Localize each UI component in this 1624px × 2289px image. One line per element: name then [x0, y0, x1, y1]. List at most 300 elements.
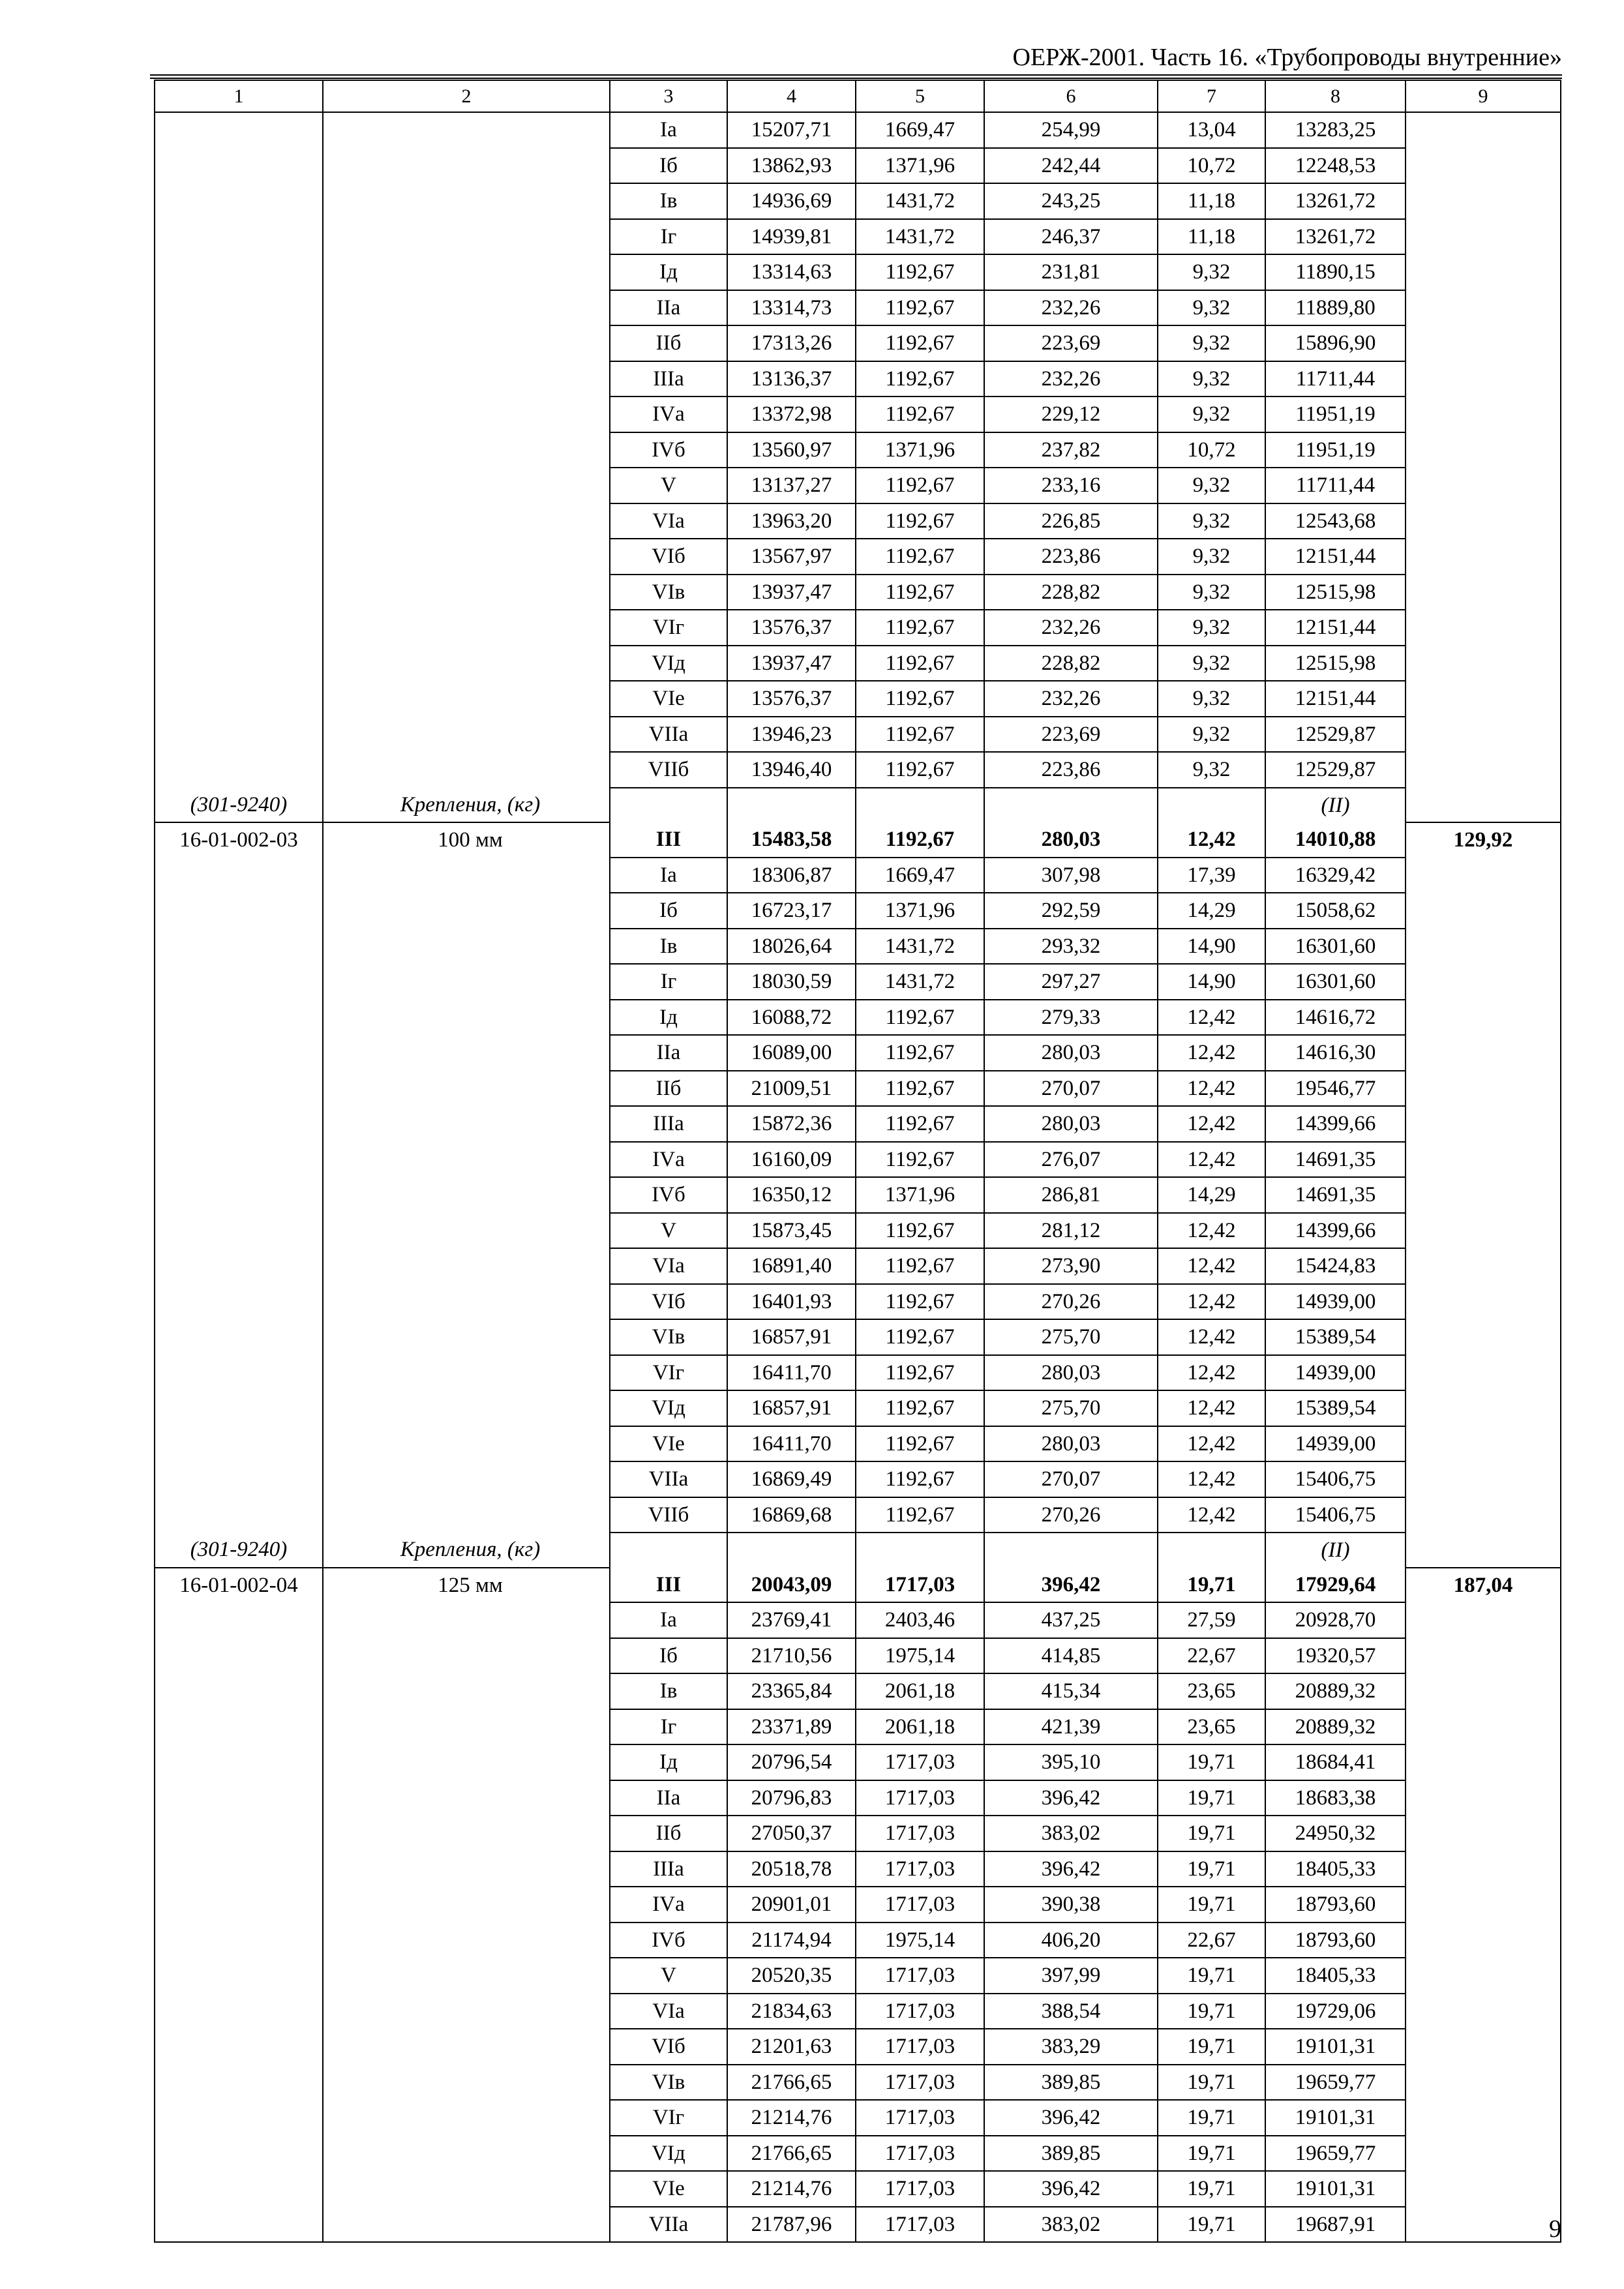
- row-value: 19,71: [1158, 2065, 1265, 2101]
- empty-cell: [323, 1355, 610, 1391]
- row-value: IVб: [610, 1922, 727, 1958]
- row-value: 280,03: [984, 1355, 1158, 1391]
- row-value: Iб: [610, 1638, 727, 1674]
- row-value: Iв: [610, 183, 727, 219]
- table-row: [155, 2207, 1561, 2243]
- row-value: 16723,17: [727, 893, 856, 929]
- row-value: 223,69: [984, 325, 1158, 361]
- table-row: [155, 1319, 1561, 1355]
- row-value: 10,72: [1158, 148, 1265, 184]
- row-value: 15406,75: [1265, 1461, 1406, 1497]
- row-value: 18306,87: [727, 858, 856, 893]
- row-value: 12,42: [1158, 1355, 1265, 1391]
- table-row: [155, 1390, 1561, 1426]
- empty-cell: [155, 858, 323, 893]
- row-value: 1192,67: [856, 1035, 984, 1071]
- table-row: [155, 929, 1561, 965]
- row-value: 9,32: [1158, 396, 1265, 432]
- main-value: 19,71: [1158, 1568, 1265, 1603]
- row-value: Iа: [610, 1602, 727, 1638]
- row-value: Iг: [610, 1709, 727, 1745]
- empty-cell: [323, 325, 610, 361]
- empty-cell: [155, 1602, 323, 1638]
- row-value: V: [610, 468, 727, 503]
- empty-cell: [1406, 1994, 1561, 2029]
- row-value: 13560,97: [727, 432, 856, 468]
- main-value: 15483,58: [727, 822, 856, 858]
- empty-cell: [1406, 1851, 1561, 1887]
- row-value: 9,32: [1158, 468, 1265, 503]
- empty-cell: [323, 1922, 610, 1958]
- row-value: 19546,77: [1265, 1071, 1406, 1107]
- row-value: 270,26: [984, 1284, 1158, 1320]
- row-value: 13314,73: [727, 290, 856, 326]
- row-value: 15873,45: [727, 1213, 856, 1249]
- empty-cell: [155, 964, 323, 1000]
- empty-cell: [1406, 1887, 1561, 1922]
- column-number: 6: [984, 80, 1158, 112]
- row-value: 243,25: [984, 183, 1158, 219]
- empty-cell: [1406, 1709, 1561, 1745]
- main-value: 280,03: [984, 822, 1158, 858]
- empty-cell: [323, 1177, 610, 1213]
- main-value: 20043,09: [727, 1568, 856, 1603]
- row-value: 12248,53: [1265, 148, 1406, 184]
- row-value: 15389,54: [1265, 1319, 1406, 1355]
- empty-cell: [323, 539, 610, 575]
- row-value: 270,26: [984, 1497, 1158, 1533]
- row-value: VIIб: [610, 752, 727, 788]
- row-value: 21710,56: [727, 1638, 856, 1674]
- column-number: 8: [1265, 80, 1406, 112]
- row-value: 276,07: [984, 1142, 1158, 1178]
- row-value: 24950,32: [1265, 1816, 1406, 1851]
- row-value: 18684,41: [1265, 1744, 1406, 1780]
- rate-code: 16-01-002-03: [155, 822, 323, 858]
- column-number-row: [155, 80, 1561, 112]
- empty-cell: [323, 717, 610, 753]
- empty-cell: [1406, 1106, 1561, 1142]
- row-value: 12,42: [1158, 1284, 1265, 1320]
- row-value: 13862,93: [727, 148, 856, 184]
- row-value: 396,42: [984, 1780, 1158, 1816]
- empty-cell: [1406, 964, 1561, 1000]
- empty-cell: [1406, 1390, 1561, 1426]
- row-value: VIе: [610, 2171, 727, 2207]
- row-value: 406,20: [984, 1922, 1158, 1958]
- row-value: 12515,98: [1265, 646, 1406, 681]
- row-value: 1431,72: [856, 183, 984, 219]
- row-value: 1669,47: [856, 112, 984, 148]
- row-value: 16857,91: [727, 1319, 856, 1355]
- table-row: [155, 1887, 1561, 1922]
- empty-cell: [1406, 2029, 1561, 2065]
- row-value: 19687,91: [1265, 2207, 1406, 2243]
- row-value: 14399,66: [1265, 1106, 1406, 1142]
- row-value: Iд: [610, 1000, 727, 1036]
- table-row: [155, 1922, 1561, 1958]
- row-value: 395,10: [984, 1744, 1158, 1780]
- table-row: [155, 1780, 1561, 1816]
- empty-cell: [1406, 148, 1561, 184]
- table-row: [155, 2100, 1561, 2136]
- empty-cell: [155, 2065, 323, 2101]
- empty-cell: [1406, 2065, 1561, 2101]
- row-value: 1192,67: [856, 1461, 984, 1497]
- row-value: Iд: [610, 1744, 727, 1780]
- column-number: 1: [155, 80, 323, 112]
- row-value: 1192,67: [856, 1248, 984, 1284]
- empty-cell: [1406, 717, 1561, 753]
- row-value: 16088,72: [727, 1000, 856, 1036]
- empty-cell: [155, 1284, 323, 1320]
- row-value: 1371,96: [856, 148, 984, 184]
- empty-cell: [155, 2100, 323, 2136]
- row-value: 1975,14: [856, 1922, 984, 1958]
- table-row: [155, 1638, 1561, 1674]
- row-value: 1192,67: [856, 1497, 984, 1533]
- empty-cell: [323, 1958, 610, 1994]
- row-value: 421,39: [984, 1709, 1158, 1745]
- empty-cell: [727, 788, 856, 823]
- row-value: 9,32: [1158, 361, 1265, 397]
- empty-cell: [155, 1426, 323, 1462]
- empty-cell: [323, 1638, 610, 1674]
- row-value: 9,32: [1158, 575, 1265, 610]
- row-value: VIд: [610, 646, 727, 681]
- row-value: 9,32: [1158, 646, 1265, 681]
- row-value: 15896,90: [1265, 325, 1406, 361]
- empty-cell: [155, 1744, 323, 1780]
- table-row: [155, 893, 1561, 929]
- table-row: [155, 1744, 1561, 1780]
- empty-cell: [323, 396, 610, 432]
- row-value: 15406,75: [1265, 1497, 1406, 1533]
- row-value: 15058,62: [1265, 893, 1406, 929]
- row-value: 20928,70: [1265, 1602, 1406, 1638]
- empty-cell: [323, 183, 610, 219]
- row-value: 11951,19: [1265, 396, 1406, 432]
- table-row: [155, 2171, 1561, 2207]
- empty-cell: [1406, 2207, 1561, 2243]
- row-value: 13963,20: [727, 503, 856, 539]
- row-value: 1192,67: [856, 468, 984, 503]
- row-value: 1717,03: [856, 2029, 984, 2065]
- row-value: 14939,81: [727, 219, 856, 255]
- empty-cell: [1406, 468, 1561, 503]
- row-value: 232,26: [984, 361, 1158, 397]
- row-value: 13,04: [1158, 112, 1265, 148]
- empty-cell: [155, 575, 323, 610]
- main-value: III: [610, 1568, 727, 1603]
- table-row: [155, 1035, 1561, 1071]
- empty-cell: [323, 1673, 610, 1709]
- row-value: 12543,68: [1265, 503, 1406, 539]
- row-value: IIа: [610, 1035, 727, 1071]
- table-row: [155, 1851, 1561, 1887]
- row-value: 14,90: [1158, 929, 1265, 965]
- row-value: 1192,67: [856, 575, 984, 610]
- row-value: VIа: [610, 1248, 727, 1284]
- row-value: 13372,98: [727, 396, 856, 432]
- row-value: 13576,37: [727, 610, 856, 646]
- table-row-footer: [155, 1533, 1561, 1568]
- row-value: 14399,66: [1265, 1213, 1406, 1249]
- empty-cell: [1406, 539, 1561, 575]
- empty-cell: [1406, 1319, 1561, 1355]
- row-value: 279,33: [984, 1000, 1158, 1036]
- row-value: 19320,57: [1265, 1638, 1406, 1674]
- row-value: VIв: [610, 2065, 727, 2101]
- row-value: 22,67: [1158, 1922, 1265, 1958]
- row-value: VIе: [610, 1426, 727, 1462]
- empty-cell: [155, 219, 323, 255]
- row-value: 1192,67: [856, 1284, 984, 1320]
- row-value: 18026,64: [727, 929, 856, 965]
- row-value: 15424,83: [1265, 1248, 1406, 1284]
- empty-cell: [1406, 2171, 1561, 2207]
- footer-code: (301-9240): [155, 1533, 323, 1568]
- row-value: 396,42: [984, 2100, 1158, 2136]
- footer-note: (II): [1265, 788, 1406, 823]
- row-value: VIе: [610, 681, 727, 717]
- empty-cell: [1406, 396, 1561, 432]
- row-value: 13261,72: [1265, 183, 1406, 219]
- empty-cell: [155, 539, 323, 575]
- row-value: VIб: [610, 2029, 727, 2065]
- empty-cell: [610, 788, 727, 823]
- empty-cell: [155, 468, 323, 503]
- empty-cell: [323, 1994, 610, 2029]
- row-value: 1717,03: [856, 1816, 984, 1851]
- table-row: [155, 1816, 1561, 1851]
- row-value: 307,98: [984, 858, 1158, 893]
- row-value: IIб: [610, 1071, 727, 1107]
- row-value: VIIб: [610, 1497, 727, 1533]
- row-value: 293,32: [984, 929, 1158, 965]
- empty-cell: [856, 788, 984, 823]
- row-value: VIа: [610, 503, 727, 539]
- row-value: 9,32: [1158, 681, 1265, 717]
- row-value: 16160,09: [727, 1142, 856, 1178]
- column-number: 9: [1406, 80, 1561, 112]
- empty-cell: [1406, 1071, 1561, 1107]
- row-value: 20889,32: [1265, 1673, 1406, 1709]
- empty-cell: [155, 1887, 323, 1922]
- row-value: 19,71: [1158, 2207, 1265, 2243]
- table-row: [155, 112, 1561, 148]
- row-value: 280,03: [984, 1106, 1158, 1142]
- empty-cell: [155, 290, 323, 326]
- empty-cell: [323, 1780, 610, 1816]
- row-value: 13576,37: [727, 681, 856, 717]
- empty-cell: [323, 1744, 610, 1780]
- row-value: 13946,23: [727, 717, 856, 753]
- empty-cell: [155, 1071, 323, 1107]
- row-value: VIа: [610, 1994, 727, 2029]
- row-value: 20901,01: [727, 1887, 856, 1922]
- row-value: 14616,30: [1265, 1035, 1406, 1071]
- row-value: 1192,67: [856, 325, 984, 361]
- row-value: 1192,67: [856, 290, 984, 326]
- empty-cell: [155, 1035, 323, 1071]
- row-value: 1975,14: [856, 1638, 984, 1674]
- row-value: 21201,63: [727, 2029, 856, 2065]
- row-value: 12,42: [1158, 1390, 1265, 1426]
- empty-cell: [1158, 1533, 1265, 1568]
- empty-cell: [1406, 610, 1561, 646]
- empty-cell: [1406, 1000, 1561, 1036]
- empty-cell: [155, 432, 323, 468]
- row-value: 286,81: [984, 1177, 1158, 1213]
- empty-cell: [323, 929, 610, 965]
- table-row: [155, 1673, 1561, 1709]
- material-value: 187,04: [1406, 1568, 1561, 1603]
- empty-cell: [323, 1426, 610, 1462]
- empty-cell: [1406, 1602, 1561, 1638]
- empty-cell: [155, 1106, 323, 1142]
- row-value: 16857,91: [727, 1390, 856, 1426]
- page-header: ОЕРЖ-2001. Часть 16. «Трубопроводы внутренние»: [1012, 44, 1562, 71]
- row-value: 20796,83: [727, 1780, 856, 1816]
- table-row-main: [155, 1568, 1561, 1603]
- row-value: 383,29: [984, 2029, 1158, 2065]
- row-value: VIб: [610, 539, 727, 575]
- table-row: [155, 468, 1561, 503]
- row-value: 16869,68: [727, 1497, 856, 1533]
- row-value: 13137,27: [727, 468, 856, 503]
- empty-cell: [323, 2171, 610, 2207]
- empty-cell: [155, 1497, 323, 1533]
- row-value: 12,42: [1158, 1248, 1265, 1284]
- empty-cell: [1406, 1177, 1561, 1213]
- row-value: VIг: [610, 610, 727, 646]
- row-value: 19659,77: [1265, 2136, 1406, 2172]
- row-value: 21766,65: [727, 2136, 856, 2172]
- row-value: 12,42: [1158, 1142, 1265, 1178]
- table-row: [155, 219, 1561, 255]
- table-row: [155, 2136, 1561, 2172]
- row-value: 9,32: [1158, 752, 1265, 788]
- row-value: IVа: [610, 1142, 727, 1178]
- empty-cell: [323, 290, 610, 326]
- table-row: [155, 681, 1561, 717]
- empty-cell: [1406, 1355, 1561, 1391]
- empty-cell: [323, 1248, 610, 1284]
- row-value: 1717,03: [856, 1744, 984, 1780]
- table-row: [155, 646, 1561, 681]
- row-value: 11890,15: [1265, 254, 1406, 290]
- empty-cell: [155, 2029, 323, 2065]
- main-value: 12,42: [1158, 822, 1265, 858]
- row-value: 232,26: [984, 610, 1158, 646]
- table-row: [155, 717, 1561, 753]
- empty-cell: [323, 1319, 610, 1355]
- rate-name: 100 мм: [323, 822, 610, 858]
- row-value: 1192,67: [856, 361, 984, 397]
- table-row: [155, 1142, 1561, 1178]
- row-value: 281,12: [984, 1213, 1158, 1249]
- row-value: 16301,60: [1265, 964, 1406, 1000]
- header-rule: [150, 74, 1562, 79]
- rates-table-body: [155, 80, 1561, 2242]
- empty-cell: [155, 183, 323, 219]
- row-value: 1669,47: [856, 858, 984, 893]
- table-row: [155, 1602, 1561, 1638]
- row-value: 23769,41: [727, 1602, 856, 1638]
- empty-cell: [155, 1000, 323, 1036]
- row-value: 1192,67: [856, 503, 984, 539]
- row-value: 270,07: [984, 1461, 1158, 1497]
- table-row: [155, 254, 1561, 290]
- row-value: V: [610, 1958, 727, 1994]
- row-value: 237,82: [984, 432, 1158, 468]
- row-value: 18405,33: [1265, 1851, 1406, 1887]
- row-value: 1431,72: [856, 219, 984, 255]
- row-value: 2061,18: [856, 1673, 984, 1709]
- row-value: 14691,35: [1265, 1177, 1406, 1213]
- empty-cell: [1406, 1744, 1561, 1780]
- table-row: [155, 1958, 1561, 1994]
- empty-cell: [1406, 1497, 1561, 1533]
- table-row: [155, 575, 1561, 610]
- table-row: [155, 1106, 1561, 1142]
- row-value: 231,81: [984, 254, 1158, 290]
- empty-cell: [984, 1533, 1158, 1568]
- empty-cell: [1406, 219, 1561, 255]
- row-value: 1192,67: [856, 610, 984, 646]
- rate-name: 125 мм: [323, 1568, 610, 1603]
- row-value: 1192,67: [856, 539, 984, 575]
- row-value: 1717,03: [856, 2065, 984, 2101]
- row-value: 18683,38: [1265, 1780, 1406, 1816]
- row-value: 246,37: [984, 219, 1158, 255]
- row-value: 228,82: [984, 646, 1158, 681]
- row-value: 22,67: [1158, 1638, 1265, 1674]
- row-value: 292,59: [984, 893, 1158, 929]
- row-value: 20518,78: [727, 1851, 856, 1887]
- empty-cell: [323, 1142, 610, 1178]
- row-value: 13261,72: [1265, 219, 1406, 255]
- row-value: 12529,87: [1265, 717, 1406, 753]
- row-value: 20796,54: [727, 1744, 856, 1780]
- row-value: 1192,67: [856, 1390, 984, 1426]
- row-value: 19,71: [1158, 2171, 1265, 2207]
- empty-cell: [1406, 1922, 1561, 1958]
- row-value: 12515,98: [1265, 575, 1406, 610]
- row-value: 13937,47: [727, 575, 856, 610]
- row-value: VIд: [610, 2136, 727, 2172]
- row-value: 396,42: [984, 2171, 1158, 2207]
- page-number: 9: [1549, 2215, 1561, 2243]
- row-value: 242,44: [984, 148, 1158, 184]
- row-value: 16089,00: [727, 1035, 856, 1071]
- empty-cell: [323, 1284, 610, 1320]
- row-value: 1717,03: [856, 1887, 984, 1922]
- row-value: 19101,31: [1265, 2100, 1406, 2136]
- empty-cell: [155, 2207, 323, 2243]
- footer-note: (II): [1265, 1533, 1406, 1568]
- row-value: 16350,12: [727, 1177, 856, 1213]
- row-value: 1431,72: [856, 929, 984, 965]
- row-value: 19,71: [1158, 2029, 1265, 2065]
- empty-cell: [323, 1816, 610, 1851]
- table-row: [155, 1355, 1561, 1391]
- row-value: 19,71: [1158, 1887, 1265, 1922]
- row-value: 1192,67: [856, 717, 984, 753]
- table-row: [155, 396, 1561, 432]
- column-number: 4: [727, 80, 856, 112]
